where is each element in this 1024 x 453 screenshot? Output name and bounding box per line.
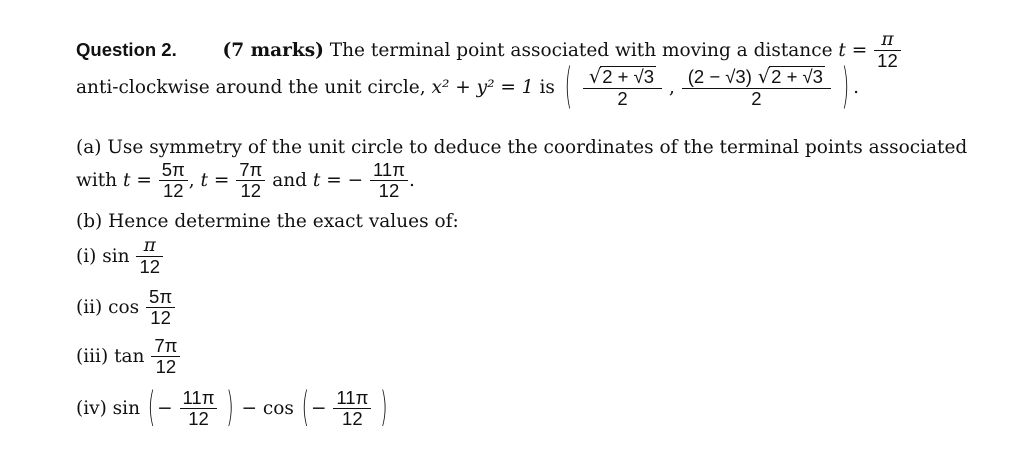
circle-equation: x² + y² = 1 <box>431 76 534 98</box>
question-heading: Question 2. <box>76 38 177 60</box>
question-line-2: anti-clockwise around the unit circle, x² + y² = 1 is ( √ 2 + √3 2 , (2 − √3) √ 2 + √3 2 ) . <box>76 60 859 116</box>
right-paren: ) <box>841 60 850 116</box>
point-x-radical: √ 2 + √3 <box>588 65 655 88</box>
point-x-fraction: √ 2 + √3 2 <box>583 66 662 110</box>
point-y-radical: √ 2 + √3 <box>757 65 823 88</box>
part-a-line-1: (a) Use symmetry of the unit circle to deduce the coordinates of the terminal points associated <box>76 137 968 158</box>
t1-fraction: $\frac{5\pi}{12}$ <box>159 160 188 202</box>
intro-text-2: anti-clockwise around the unit circle, <box>76 76 426 98</box>
part-a-line-2: with t = $\frac{5\pi}{12}$ , t = $\frac{7\pi}{12}$ and t = − $\frac{11\pi}{12}$ . <box>76 159 415 202</box>
pi-over-12 <box>874 30 901 72</box>
point-y-fraction: (2 − √3) √ 2 + √3 2 <box>682 66 831 110</box>
t3-fraction: $\frac{11\pi}{12}$ <box>370 160 408 202</box>
intro-text-1: The terminal point associated with moving a distance <box>329 39 833 61</box>
equals-sign: = <box>851 39 868 61</box>
pi-denominator: 12 <box>877 50 898 72</box>
part-b-iii: (iii) tan $\frac{7\pi}{12}$ <box>76 336 181 378</box>
t-variable: t <box>838 39 846 61</box>
part-b-line: (b) Hence determine the exact values of: <box>76 211 459 232</box>
is-text: is <box>539 76 555 98</box>
part-b-ii: (ii) cos $\frac{5\pi}{12}$ <box>76 287 176 329</box>
left-paren: ( <box>564 60 572 116</box>
part-b-iv: (iv) sin ( − $\frac{11\pi}{12}$ ) − cos ( − $\frac{11\pi}{12}$ ) <box>76 385 388 432</box>
t2-fraction: $\frac{7\pi}{12}$ <box>236 160 265 202</box>
part-b-i: (i) sin $\frac{\pi}{12}$ <box>76 236 164 278</box>
pi-numerator: π <box>874 30 901 51</box>
marks-label: (7 marks) <box>222 39 324 61</box>
